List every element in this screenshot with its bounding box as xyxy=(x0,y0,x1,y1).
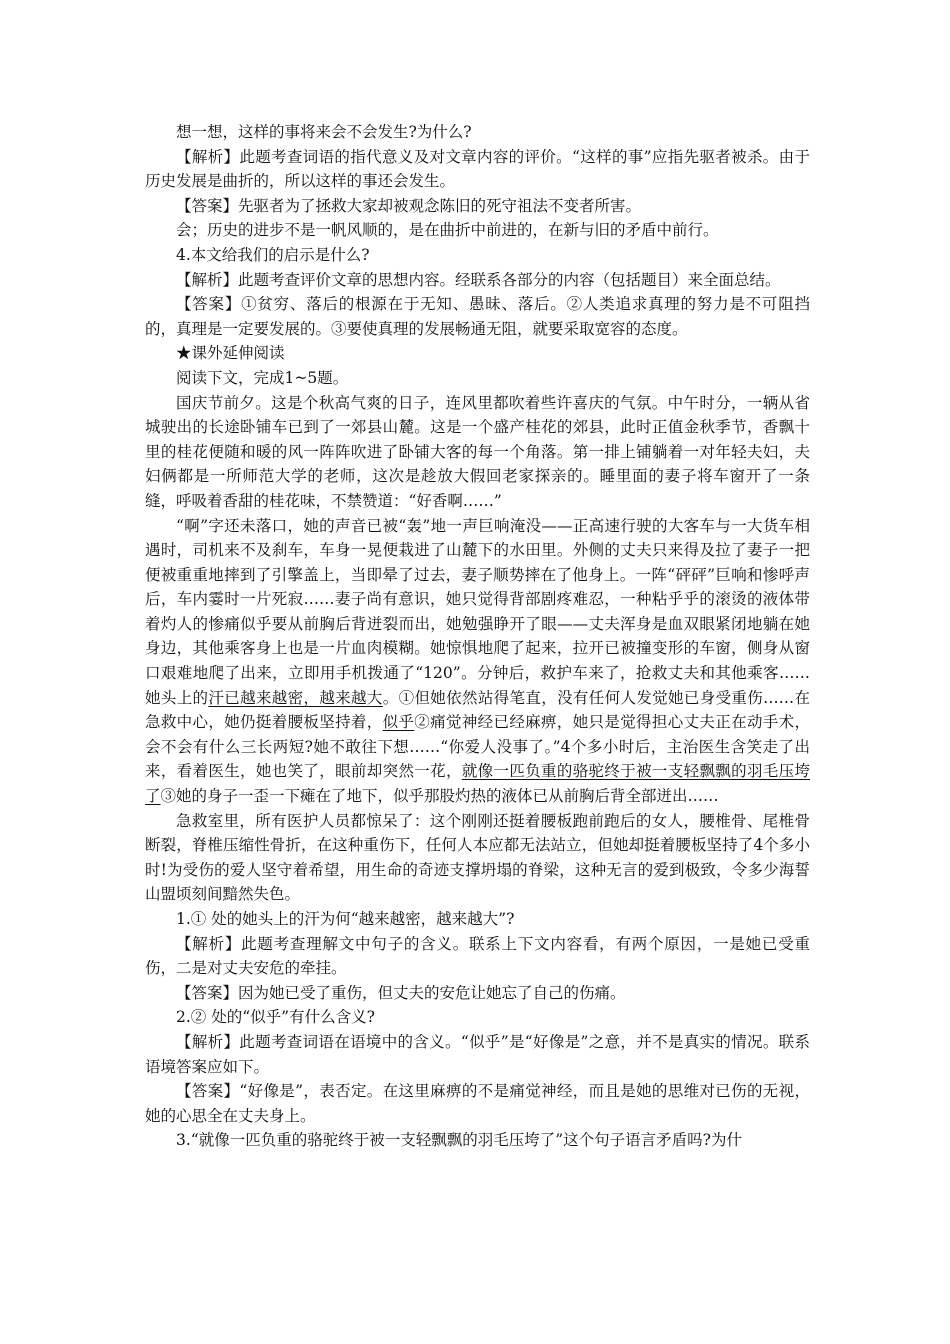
passage-paragraph-1: 国庆节前夕。这是个秋高气爽的日子，连风里都吹着些许喜庆的气氛。中午时分，一辆从省城驶出的长途卧铺车已到了一郊县山麓。这是一个盛产桂花的郊县，此时正值金秋季节，香飘十里的桂花便随和暖的风一阵阵吹进了卧铺大客的每一个角落。第一排上铺躺着一对年轻夫妇，夫妇俩都是一所师范大学的老师，这次是趁放大假回老家探亲的。睡里面的妻子将车窗开了一条缝，呼吸着香甜的桂花味，不禁赞道：“好香啊……” xyxy=(145,393,810,510)
passage-text: ②痛觉神经已经麻痹，她只是觉得担心丈夫正在动手术，会不会有什么三长两短?她不敢往下想……“你爱人没事了。”4个多小时后，主治医生含笑走了出来，看着医生，她也笑了，眼前却突然一花， xyxy=(145,713,810,781)
answer-paragraph: 【答案】先驱者为了拯救大家却被观念陈旧的死守祖法不变者所害。 xyxy=(176,196,642,215)
document-body xyxy=(145,120,810,1153)
section-heading-extended-reading: ★课外延伸阅读 xyxy=(176,344,285,363)
answer-continuation: 会；历史的进步不是一帆风顺的，是在曲折中前进的，在新与旧的矛盾中前行。 xyxy=(176,221,719,240)
answer-paragraph: 【答案】因为她已受了重伤，但丈夫的安危让她忘了自己的伤痛。 xyxy=(176,983,626,1002)
passage-text: ③她的身子一歪一下瘫在了地下，似乎那股灼热的液体已从前胸后背全部迸出…… xyxy=(160,787,719,806)
underlined-sentence-camel: 就像一匹负重的骆驼终于被一支轻飘飘的羽毛压垮了 xyxy=(145,762,810,806)
analysis-paragraph: 【解析】此题考查理解文中句子的含义。联系上下文内容看，有两个原因，一是她已受重伤，二是对丈夫安危的牵挂。 xyxy=(145,934,810,978)
question-2: 2.② 处的“似乎”有什么含义? xyxy=(176,1008,375,1027)
question-3-continuation: 想一想，这样的事将来会不会发生?为什么? xyxy=(176,123,472,141)
underlined-word-seems: 似乎 xyxy=(382,713,415,732)
analysis-paragraph: 【解析】此题考查评价文章的思想内容。经联系各部分的内容（包括题目）来全面总结。 xyxy=(176,270,781,289)
passage-text: 。①但她依然站得笔直，没有任何人发觉她已身受重伤……在急救中心，她仍挺着腰板坚持着， xyxy=(145,688,810,732)
analysis-paragraph: 【解析】此题考查词语在语境中的含义。“似乎”是“好像是”之意，并不是真实的情况。联系语境答案应如下。 xyxy=(145,1032,810,1076)
question-4: 4.本文给我们的启示是什么? xyxy=(176,245,370,264)
underlined-phrase-sweat: 汗已越来越密，越来越大 xyxy=(208,688,383,707)
passage-text: “啊”字还未落口，她的声音已被“轰”地一声巨响淹没——正高速行驶的大客车与一大货车相遇时，司机来不及刹车，车身一晃便栽进了山麓下的水田里。外侧的丈夫只来得及拉了妻子一把便被重重地摔到了引擎盖上，当即晕了过去，妻子顺势摔在了他身上。一阵“砰砰”巨响和惨呼声后，车内霎时一片死寂……妻子尚有意识，她只觉得背部剧疼难忍，一种粘乎乎的滚烫的液体带着灼人的惨痛似乎要从前胸后背迸裂而出，她勉强睁开了眼——丈夫浑身是血双眼紧闭地躺在她身边，其他乘客身上也是一片血肉模糊。她惊惧地爬了起来，拉开已被撞变形的车窗，侧身从窗口艰难地爬了出来，立即用手机拨通了“120”。分钟后，救护车来了，抢救丈夫和其他乘客……她头上的 xyxy=(145,516,810,707)
passage-paragraph-3: 急救室里，所有医护人员都惊呆了：这个刚刚还挺着腰板跑前跑后的女人，腰椎骨、尾椎骨断裂，脊椎压缩性骨折，在这种重伤下，任何人本应都无法站立，但她却挺着腰板坚持了4个多小时!为受伤的爱人坚守着希望，用生命的奇迹支撑坍塌的脊梁，这种无言的爱到极致，令多少海誓山盟顷刻间黯然失色。 xyxy=(145,811,810,904)
reading-instruction: 阅读下文，完成1~5题。 xyxy=(176,368,349,387)
answer-paragraph: 【答案】“好像是”，表否定。在这里麻痹的不是痛觉神经，而且是她的思维对已伤的无视，她的心思全在丈夫身上。 xyxy=(145,1082,810,1125)
question-3: 3.“就像一匹负重的骆驼终于被一支轻飘飘的羽毛压垮了”这个句子语言矛盾吗?为什 xyxy=(176,1131,742,1150)
analysis-paragraph: 【解析】此题考查词语的指代意义及对文章内容的评价。“这样的事”应指先驱者被杀。由于历史发展是曲折的，所以这样的事还会发生。 xyxy=(145,147,810,191)
passage-paragraph-2 xyxy=(145,514,810,809)
question-1: 1.① 处的她头上的汗为何“越来越密，越来越大”? xyxy=(176,910,515,928)
answer-paragraph: 【答案】①贫穷、落后的根源在于无知、愚昧、落后。②人类追求真理的努力是不可阻挡的，真理是一定要发展的。③要使真理的发展畅通无阻，就要采取宽容的态度。 xyxy=(145,295,810,338)
